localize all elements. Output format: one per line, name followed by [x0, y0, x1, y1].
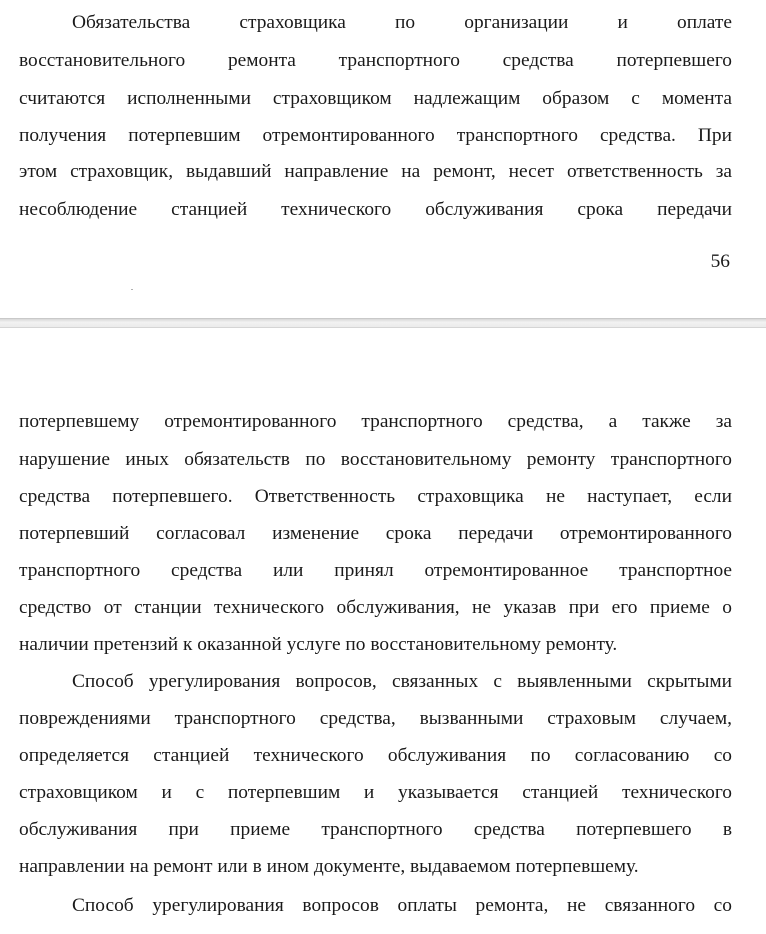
text-line: наличии претензий к оказанной услуге по восстановительному ремонту.: [19, 634, 618, 655]
text-line: обслуживания при приеме транспортного средства потерпевшего в: [19, 819, 732, 840]
text-line: Обязательства страховщика по организации и оплате: [72, 12, 732, 33]
text-line: транспортного средства или принял отремонтированное транспортное: [19, 560, 732, 581]
text-line: Способ урегулирования вопросов оплаты ремонта, не связанного со: [72, 895, 732, 916]
text-line: повреждениями транспортного средства, вызванными страховым случаем,: [19, 708, 732, 729]
text-line: потерпевший согласовал изменение срока передачи отремонтированного: [19, 523, 732, 544]
page-number: 56: [710, 251, 730, 272]
text-line: восстановительного ремонта транспортного средства потерпевшего: [19, 50, 732, 71]
document-page-56: [0, 0, 766, 318]
document-page-57: [0, 328, 766, 934]
scan-speck: [131, 289, 133, 290]
text-line: средство от станции технического обслуживания, не указав при его приеме о: [19, 597, 732, 618]
text-line: несоблюдение станцией технического обслуживания срока передачи: [19, 199, 732, 220]
text-line: страховщиком и с потерпевшим и указывается станцией технического: [19, 782, 732, 803]
text-line: считаются исполненными страховщиком надлежащим образом с момента: [19, 88, 732, 109]
page-separator: [0, 318, 766, 328]
text-line: потерпевшему отремонтированного транспортного средства, а также за: [19, 411, 732, 432]
text-line: определяется станцией технического обслуживания по согласованию со: [19, 745, 732, 766]
text-line: Способ урегулирования вопросов, связанных с выявленными скрытыми: [72, 671, 732, 692]
text-line: средства потерпевшего. Ответственность страховщика не наступает, если: [19, 486, 732, 507]
text-line: направлении на ремонт или в ином документе, выдаваемом потерпевшему.: [19, 856, 639, 877]
text-line: этом страховщик, выдавший направление на ремонт, несет ответственность за: [19, 161, 732, 182]
text-line: нарушение иных обязательств по восстановительному ремонту транспортного: [19, 449, 732, 470]
text-line: получения потерпевшим отремонтированного транспортного средства. При: [19, 125, 732, 146]
